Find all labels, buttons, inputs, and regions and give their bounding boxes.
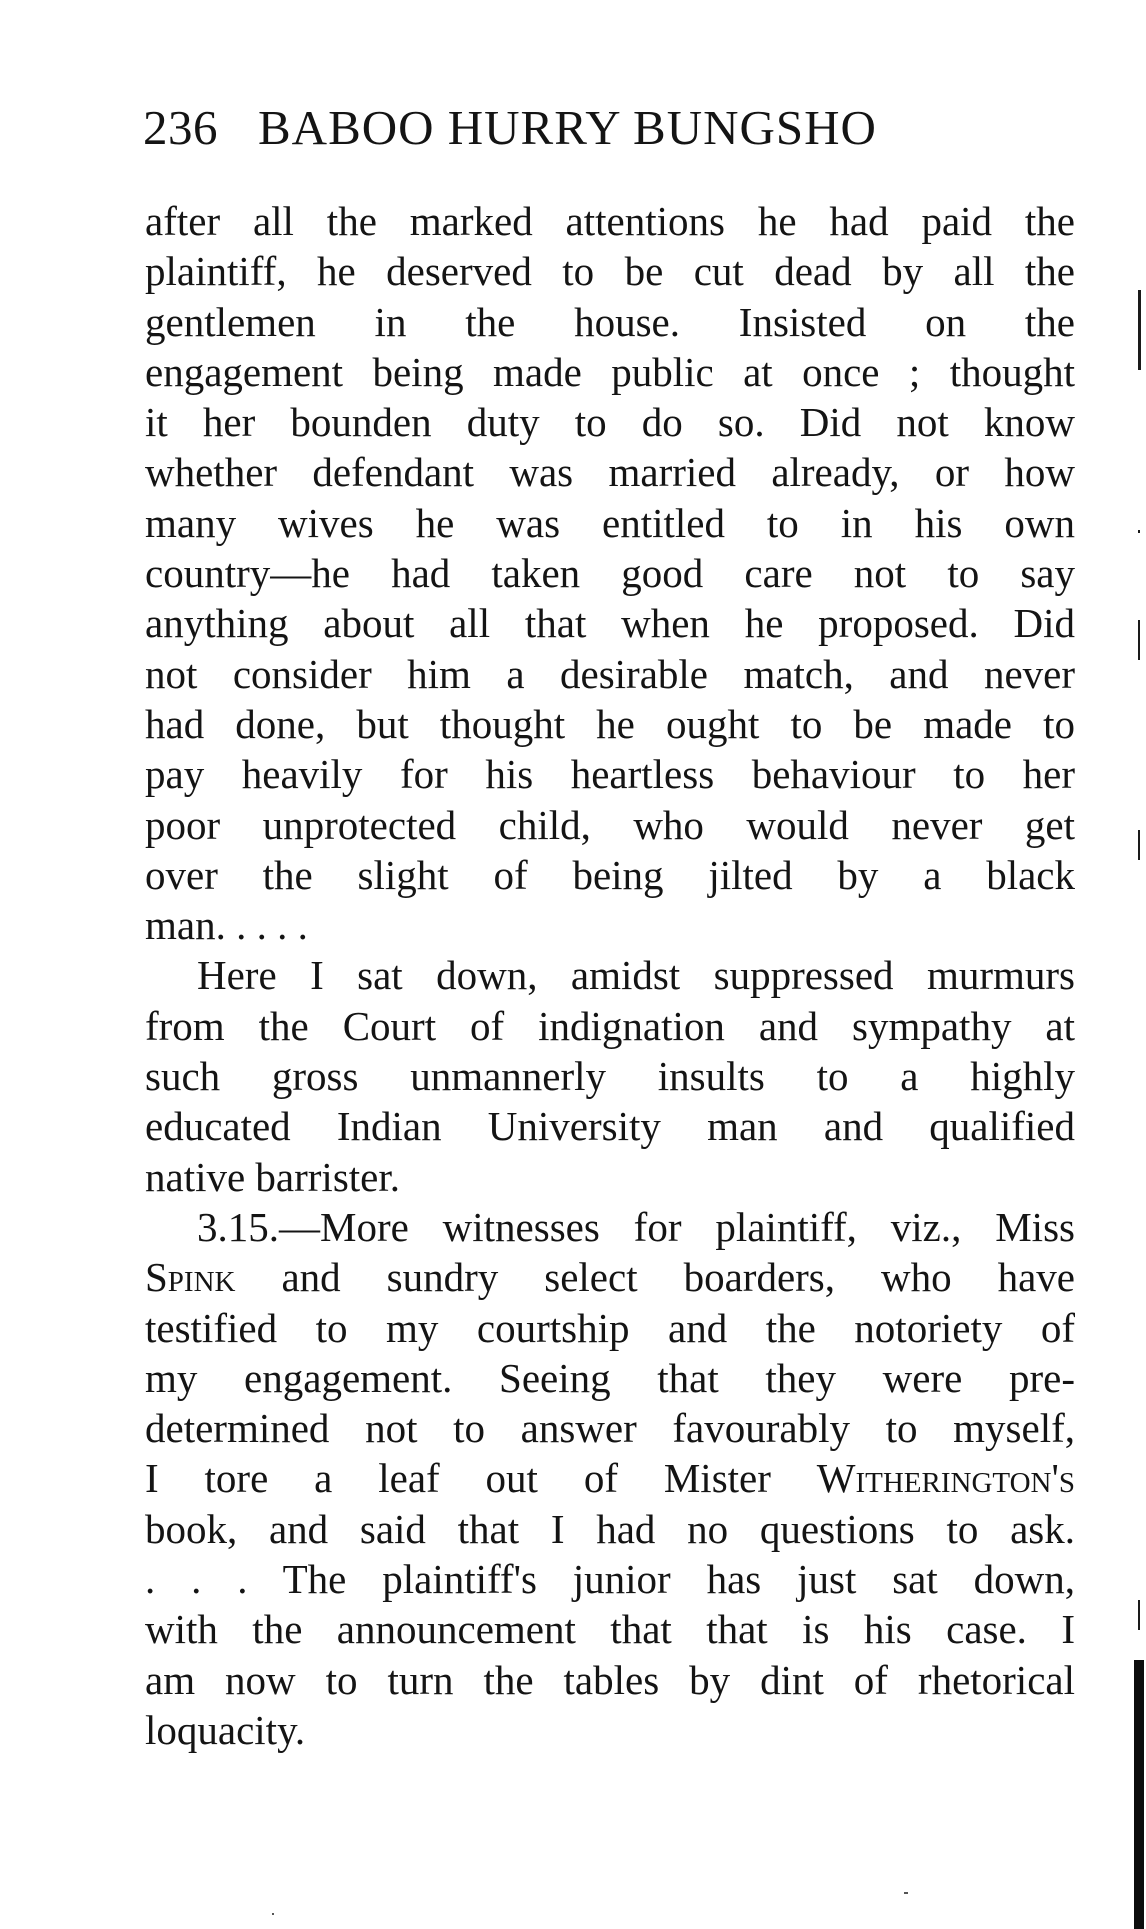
running-head <box>143 98 1083 158</box>
name-witherington: Witherington's <box>816 1455 1075 1502</box>
text-line: many wives he was entitled to in his own <box>145 499 1075 546</box>
text-line: my engagement. Seeing that they were pre- <box>145 1354 1075 1401</box>
text-line: gentlemen in the house. Insisted on the <box>145 298 1075 345</box>
text-line: had done, but thought he ought to be made to <box>145 700 1075 747</box>
text-line: am now to turn the tables by dint of rhetorical <box>145 1656 1075 1703</box>
text-line: not consider him a desirable match, and never <box>145 650 1075 697</box>
text-line: plaintiff, he deserved to be cut dead by all the <box>145 248 1075 295</box>
text-line: I tore a leaf out of Mister Witherington's <box>145 1455 1075 1502</box>
running-title: BABOO HURRY BUNGSHO <box>258 100 877 155</box>
text-line: man. . . . . <box>145 902 308 949</box>
text-line: Spink and sundry select boarders, who have <box>145 1254 1075 1301</box>
text-line: it her bounden duty to do so. Did not know <box>145 399 1075 446</box>
text-line: . . . The plaintiff's junior has just sat down, <box>145 1556 1075 1603</box>
text-line: from the Court of indignation and sympathy at <box>145 1002 1075 1049</box>
text-line: country—he had taken good care not to say <box>145 550 1075 597</box>
text-line: native barrister. <box>145 1153 401 1200</box>
text-line: pay heavily for his heartless behaviour to her <box>145 751 1075 798</box>
scan-edge-shadow <box>1132 0 1146 1929</box>
text-line: anything about all that when he proposed. Did <box>145 600 1075 647</box>
name-spink: Spink <box>145 1254 236 1301</box>
text-line: poor unprotected child, who would never get <box>145 801 1075 848</box>
paragraph-start-line: 3.15.—More witnesses for plaintiff, viz., Miss <box>197 1203 1075 1250</box>
text-line: over the slight of being jilted by a black <box>145 851 1075 898</box>
text-line: book, and said that I had no questions to ask. <box>145 1505 1075 1552</box>
text-line: such gross unmannerly insults to a highly <box>145 1053 1075 1100</box>
text-line: engagement being made public at once ; thought <box>145 348 1075 395</box>
text-line: whether defendant was married already, or how <box>145 449 1075 496</box>
text-line: after all the marked attentions he had paid the <box>145 198 1075 244</box>
text-line: with the announcement that that is his case. I <box>145 1606 1075 1653</box>
text-line: loquacity. <box>145 1706 306 1753</box>
page-number: 236 <box>143 100 218 155</box>
text-line: educated Indian University man and qualified <box>145 1103 1075 1150</box>
body-text <box>145 196 1075 1755</box>
text-line: determined not to answer favourably to myself, <box>145 1405 1075 1452</box>
text-line: testified to my courtship and the notoriety of <box>145 1304 1075 1351</box>
paragraph-start-line: Here I sat down, amidst suppressed murmurs <box>197 952 1075 999</box>
